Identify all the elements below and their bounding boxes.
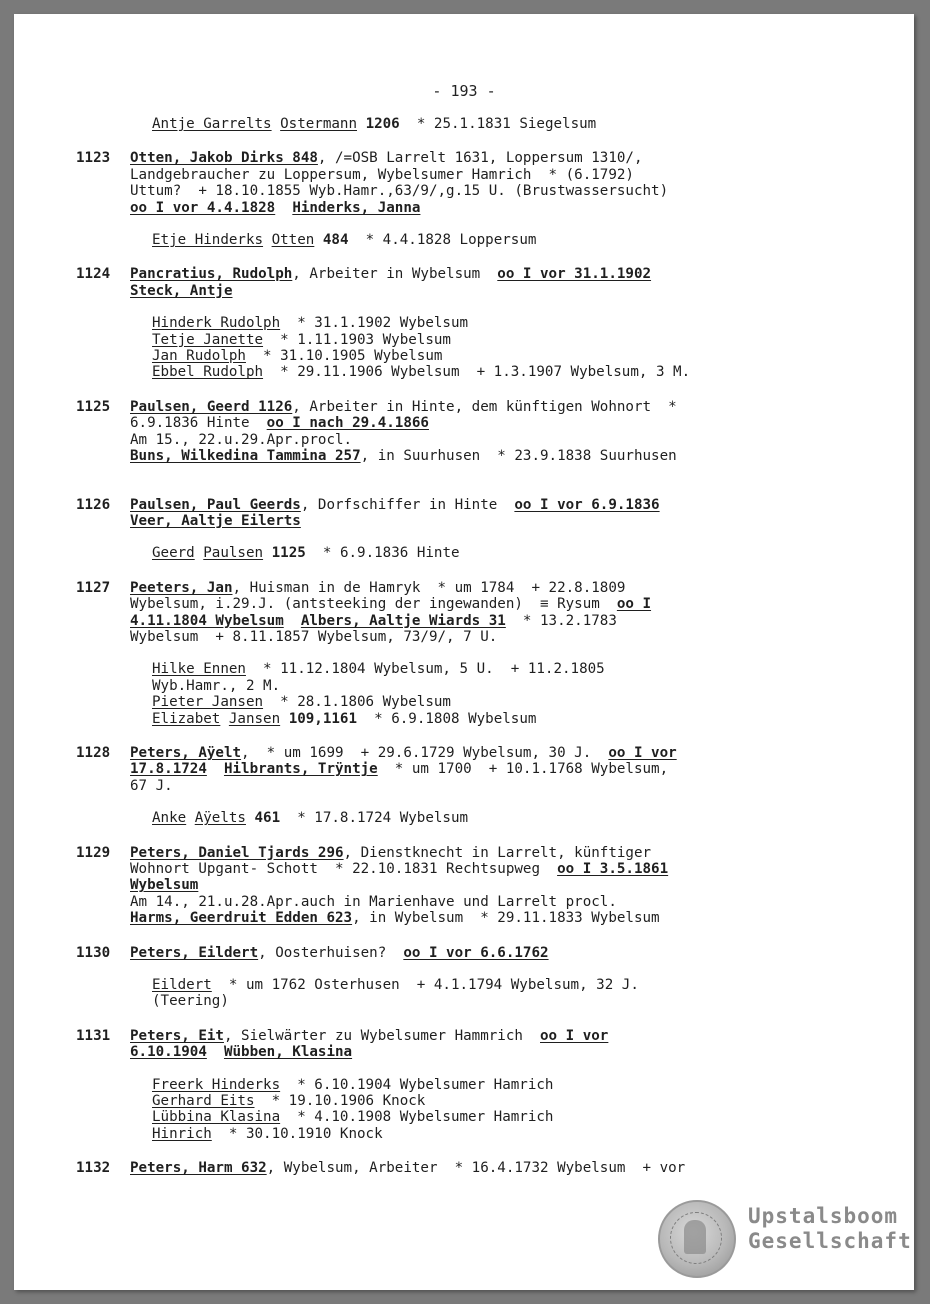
name-segment: oo I vor	[608, 744, 677, 761]
entry-line	[130, 283, 876, 299]
entry-line	[130, 1028, 876, 1044]
name-segment: oo I 3.5.1861	[557, 861, 669, 877]
name-segment: Hilke Ennen	[152, 661, 246, 678]
name-segment: oo I vor 4.4.1828	[130, 199, 276, 216]
entry-line	[130, 613, 876, 629]
name-segment: oo I	[616, 596, 652, 613]
name-segment: Anke	[152, 810, 187, 827]
child-line	[152, 711, 876, 727]
name-segment: Paulsen	[203, 545, 264, 562]
name-segment: Ostermann	[280, 116, 358, 132]
text-segment: * 29.11.1906 Wybelsum + 1.3.1907 Wybelsum, 3 M.	[263, 364, 691, 381]
name-segment: 6.10.1904	[130, 1044, 207, 1061]
text-segment: , /=OSB Larrelt 1631, Loppersum 1310/,	[317, 150, 643, 167]
genealogy-entry	[76, 399, 876, 465]
page-number: - 193 -	[432, 82, 496, 100]
entry-line	[130, 894, 876, 910]
text-segment: , in Suurhusen * 23.9.1838 Suurhusen	[360, 448, 677, 465]
name-segment: Eildert	[152, 977, 212, 994]
text-segment: 1206	[365, 116, 400, 132]
name-segment: Gerhard Eits	[152, 1093, 255, 1110]
name-segment: Paulsen, Geerd 1126	[130, 398, 293, 415]
text-segment: * 19.10.1906 Knock	[254, 1093, 426, 1110]
children-block	[152, 661, 876, 727]
child-line	[152, 232, 876, 248]
text-segment: * 1.11.1903 Wybelsum	[263, 331, 451, 348]
name-segment: Peeters, Jan	[130, 579, 233, 596]
name-segment: 4.11.1804 Wybelsum	[130, 612, 284, 629]
text-segment: * 4.4.1828 Loppersum	[348, 232, 537, 249]
entry-body	[130, 580, 876, 646]
child-line	[152, 545, 876, 561]
text-segment: , Huisman in de Hamryk * um 1784 + 22.8.1809	[232, 579, 626, 596]
text-segment	[272, 116, 281, 132]
text-segment: * 4.10.1908 Wybelsumer Hamrich	[280, 1109, 554, 1126]
entry-line	[130, 596, 876, 612]
name-segment: Steck, Antje	[130, 282, 233, 299]
text-segment: (Teering)	[152, 993, 229, 1010]
name-segment: Peters, Aÿelt	[130, 744, 242, 761]
name-segment: Peters, Daniel Tjards 296	[130, 844, 344, 861]
name-segment: Hinderks, Janna	[292, 199, 421, 216]
genealogy-entry	[76, 945, 876, 961]
text-segment: 109,1161	[288, 710, 358, 727]
child-line	[152, 332, 876, 348]
name-segment: Veer, Aaltje Eilerts	[130, 512, 301, 529]
genealogy-entry	[76, 497, 876, 530]
society-name-line1: Upstalsboom	[748, 1204, 899, 1228]
entry-line	[130, 513, 876, 529]
child-line	[152, 810, 876, 826]
name-segment: Lübbina Klasina	[152, 1109, 281, 1126]
genealogy-entry	[76, 745, 876, 794]
name-segment: Pieter Jansen	[152, 694, 264, 711]
name-segment: Aÿelts	[194, 810, 246, 827]
text-segment: * 17.8.1724 Wybelsum	[280, 810, 469, 827]
text-segment	[246, 810, 255, 826]
child-line	[152, 661, 876, 677]
entry-line	[130, 415, 876, 431]
text-segment: 67 J.	[130, 777, 173, 794]
entry-number: 1123	[76, 150, 111, 167]
text-segment: * um 1762 Osterhusen + 4.1.1794 Wybelsum, 32 J.	[211, 977, 639, 994]
genealogy-entry	[76, 1028, 876, 1061]
entry-number: 1125	[76, 398, 111, 415]
text-segment: , Dienstknecht in Larrelt, künftiger	[343, 844, 652, 861]
entry-line	[130, 399, 876, 415]
name-segment: Otten, Jakob Dirks 848	[130, 150, 318, 167]
children-block	[152, 977, 876, 1010]
name-segment: Ebbel Rudolph	[152, 364, 264, 381]
entry-line	[130, 167, 876, 183]
child-line	[152, 1109, 876, 1125]
text-segment: * 31.10.1905 Wybelsum	[245, 348, 443, 365]
children-block	[152, 116, 876, 132]
text-segment: 461	[254, 810, 281, 827]
name-segment: Jansen	[228, 710, 281, 727]
text-segment: Wyb.Hamr., 2 M.	[152, 677, 281, 694]
text-segment: , Dorfschiffer in Hinte	[300, 496, 515, 513]
genealogy-entry	[76, 1160, 876, 1176]
children-block	[152, 810, 876, 826]
text-segment: , in Wybelsum * 29.11.1833 Wybelsum	[352, 910, 660, 927]
entry-body	[130, 745, 876, 794]
name-segment: Peters, Eit	[130, 1027, 224, 1044]
genealogy-entry	[76, 266, 876, 299]
name-segment: Otten	[271, 232, 315, 249]
text-segment: , Arbeiter in Hinte, dem künftigen Wohnort *	[292, 398, 677, 415]
children-block	[152, 315, 876, 381]
text-segment	[207, 1044, 224, 1060]
entry-line	[130, 432, 876, 448]
entry-number: 1128	[76, 744, 111, 761]
text-segment	[186, 810, 195, 826]
entry-number: 1124	[76, 266, 111, 283]
name-segment: Albers, Aaltje Wiards 31	[300, 612, 506, 629]
entry-line	[130, 910, 876, 926]
entries-list	[76, 116, 876, 1195]
text-segment	[263, 545, 272, 561]
text-segment: * um 1700 + 10.1.1768 Wybelsum,	[377, 761, 669, 778]
society-name	[748, 1204, 912, 1254]
document-page	[14, 14, 914, 1290]
name-segment: Harms, Geerdruit Edden 623	[130, 910, 353, 927]
child-line	[152, 364, 876, 380]
child-line	[152, 694, 876, 710]
genealogy-entry	[76, 845, 876, 927]
entry-number: 1127	[76, 579, 111, 596]
entry-line	[130, 778, 876, 794]
entry-line	[130, 945, 876, 961]
text-segment	[195, 545, 204, 561]
child-line	[152, 993, 876, 1009]
text-segment: * 31.1.1902 Wybelsum	[280, 315, 469, 332]
child-line	[152, 1093, 876, 1109]
name-segment: Freerk Hinderks	[152, 1076, 281, 1093]
name-segment: Hinderk Rudolph	[152, 315, 281, 332]
entry-line	[130, 761, 876, 777]
child-line	[152, 678, 876, 694]
society-name-line2: Gesellschaft	[748, 1229, 912, 1253]
children-block	[152, 1077, 876, 1143]
text-segment: Uttum? + 18.10.1855 Wyb.Hamr.,63/9/,g.15 U. (Brustwassersucht)	[130, 183, 669, 200]
text-segment: 484	[322, 232, 349, 249]
entry-number: 1130	[76, 944, 111, 961]
text-segment: , Sielwärter zu Wybelsumer Hammrich	[223, 1027, 541, 1044]
entry-body	[130, 497, 876, 530]
child-line	[152, 977, 876, 993]
text-segment	[284, 613, 301, 629]
entry-body	[130, 945, 876, 961]
name-segment: Hilbrants, Trÿntje	[223, 761, 378, 778]
text-segment	[357, 116, 366, 132]
entry-body	[130, 150, 876, 216]
name-segment: Buns, Wilkedina Tammina 257	[130, 448, 361, 465]
text-segment: , * um 1699 + 29.6.1729 Wybelsum, 30 J.	[241, 744, 609, 761]
seal-icon	[658, 1200, 736, 1278]
child-line	[152, 1077, 876, 1093]
text-segment	[314, 232, 323, 248]
text-segment: * 28.1.1806 Wybelsum	[263, 694, 451, 711]
entry-number: 1129	[76, 844, 111, 861]
name-segment: Tetje Janette	[152, 331, 264, 348]
entry-line	[130, 150, 876, 166]
text-segment: * 6.10.1904 Wybelsumer Hamrich	[280, 1076, 554, 1093]
entry-line	[130, 1044, 876, 1060]
name-segment: oo I nach 29.4.1866	[266, 415, 429, 432]
text-segment: * 25.1.1831 Siegelsum	[399, 116, 597, 132]
child-line	[152, 348, 876, 364]
name-segment: Paulsen, Paul Geerds	[130, 496, 301, 513]
entry-body	[130, 266, 876, 299]
text-segment: * 11.12.1804 Wybelsum, 5 U. + 11.2.1805	[245, 661, 605, 678]
text-segment: * 6.9.1836 Hinte	[305, 545, 460, 562]
text-segment	[263, 232, 272, 248]
text-segment: Wybelsum, i.29.J. (antsteeking der ingewanden) ≡ Rysum	[130, 596, 617, 613]
text-segment	[275, 200, 292, 216]
name-segment: Elizabet	[152, 710, 221, 727]
text-segment: 1125	[271, 545, 306, 562]
text-segment	[220, 711, 229, 727]
text-segment: Am 14., 21.u.28.Apr.auch in Marienhave und Larrelt procl.	[130, 893, 617, 910]
entry-number: 1131	[76, 1027, 111, 1044]
entry-body	[130, 845, 876, 927]
entry-number: 1126	[76, 496, 111, 513]
entry-line	[130, 861, 876, 877]
name-segment: Peters, Harm 632	[130, 1160, 267, 1177]
name-segment: Peters, Eildert	[130, 944, 259, 961]
text-segment: , Oosterhuisen?	[258, 944, 404, 961]
text-segment: Wybelsum + 8.11.1857 Wybelsum, 73/9/, 7 U.	[130, 628, 498, 645]
text-segment: * 30.10.1910 Knock	[211, 1125, 383, 1142]
name-segment: Wybelsum	[130, 877, 199, 894]
genealogy-entry	[76, 150, 876, 216]
name-segment: Wübben, Klasina	[223, 1044, 353, 1061]
name-segment: 17.8.1724	[130, 761, 207, 778]
name-segment: oo I vor 31.1.1902	[497, 266, 652, 283]
entry-line	[130, 845, 876, 861]
seal-figure	[684, 1220, 706, 1254]
entry-line	[130, 200, 876, 216]
entry-line	[130, 1160, 876, 1176]
text-segment: , Arbeiter in Wybelsum	[292, 266, 498, 283]
name-segment: oo I vor 6.9.1836	[514, 496, 660, 513]
name-segment: Etje Hinderks	[152, 232, 264, 249]
text-segment	[207, 761, 224, 777]
name-segment: Hinrich	[152, 1125, 212, 1142]
entry-body	[130, 1028, 876, 1061]
child-line	[152, 1126, 876, 1142]
entry-line	[130, 877, 876, 893]
text-segment: * 6.9.1808 Wybelsum	[357, 710, 537, 727]
name-segment: oo I vor	[540, 1027, 609, 1044]
text-segment: Am 15., 22.u.29.Apr.procl.	[130, 431, 353, 448]
entry-number: 1132	[76, 1160, 111, 1177]
children-block	[152, 545, 876, 561]
text-segment: , Wybelsum, Arbeiter * 16.4.1732 Wybelsum + vor	[266, 1160, 686, 1177]
children-block	[152, 232, 876, 248]
name-segment: Jan Rudolph	[152, 348, 246, 365]
name-segment: Antje Garrelts	[152, 116, 272, 132]
entry-line	[130, 497, 876, 513]
society-logo	[658, 1198, 912, 1278]
name-segment: oo I vor 6.6.1762	[403, 944, 549, 961]
entry-line	[130, 745, 876, 761]
name-segment: Geerd	[152, 545, 195, 562]
text-segment: Wohnort Upgant- Schott * 22.10.1831 Rechtsupweg	[130, 861, 558, 877]
genealogy-entry	[76, 580, 876, 646]
text-segment: Landgebraucher zu Loppersum, Wybelsumer Hamrich * (6.1792)	[130, 166, 634, 183]
text-segment: 6.9.1836 Hinte	[130, 415, 267, 432]
child-line	[152, 315, 876, 331]
text-segment: * 13.2.1783	[505, 612, 617, 629]
entry-line	[130, 580, 876, 596]
entry-line	[130, 448, 876, 464]
entry-body	[130, 1160, 876, 1176]
entry-line	[130, 629, 876, 645]
entry-line	[130, 266, 876, 282]
entry-body	[130, 399, 876, 465]
name-segment: Pancratius, Rudolph	[130, 266, 293, 283]
entry-line	[130, 183, 876, 199]
child-line	[152, 116, 876, 132]
text-segment	[280, 711, 289, 727]
